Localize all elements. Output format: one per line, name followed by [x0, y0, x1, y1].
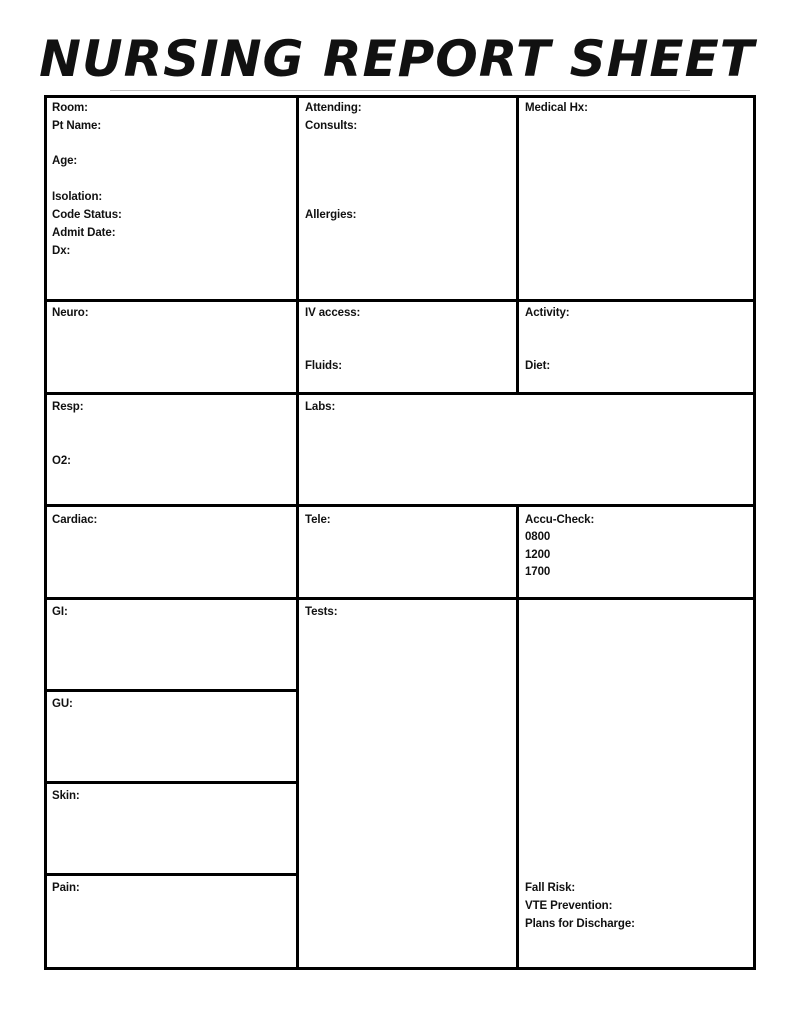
vte-prevention-label: VTE Prevention:: [525, 900, 613, 912]
page-title: NURSING REPORT SHEET: [39, 30, 755, 88]
pain-box[interactable]: [44, 873, 299, 970]
cardiac-label: Cardiac:: [52, 514, 98, 526]
labs-label: Labs:: [305, 401, 336, 413]
pt-name-label: Pt Name:: [52, 120, 102, 132]
diet-label: Diet:: [525, 360, 551, 372]
code-status-label: Code Status:: [52, 209, 122, 221]
medical-hx-label: Medical Hx:: [525, 102, 588, 114]
activity-box[interactable]: [516, 299, 756, 395]
pain-label: Pain:: [52, 882, 80, 894]
accu-check-label: Accu-Check:: [525, 514, 595, 526]
fluids-label: Fluids:: [305, 360, 342, 372]
gu-box[interactable]: [44, 689, 299, 784]
discharge-plans-label: Plans for Discharge:: [525, 918, 635, 930]
isolation-label: Isolation:: [52, 191, 103, 203]
o2-label: O2:: [52, 455, 71, 467]
admit-date-label: Admit Date:: [52, 227, 116, 239]
title-underline: [110, 90, 690, 91]
allergies-label: Allergies:: [305, 209, 357, 221]
labs-box[interactable]: [296, 392, 756, 507]
skin-box[interactable]: [44, 781, 299, 876]
accu-check-box[interactable]: [516, 504, 756, 600]
patient-info-box[interactable]: [44, 95, 299, 302]
skin-label: Skin:: [52, 790, 80, 802]
safety-box[interactable]: [516, 597, 756, 970]
dx-label: Dx:: [52, 245, 71, 257]
gi-box[interactable]: [44, 597, 299, 692]
accu-check-time: 1200: [525, 549, 551, 561]
tests-box[interactable]: [296, 597, 519, 970]
resp-label: Resp:: [52, 401, 84, 413]
fall-risk-label: Fall Risk:: [525, 882, 576, 894]
room-label: Room:: [52, 102, 88, 114]
medical-hx-box[interactable]: [516, 95, 756, 302]
age-label: Age:: [52, 155, 78, 167]
iv-access-label: IV access:: [305, 307, 361, 319]
attending-label: Attending:: [305, 102, 362, 114]
gi-label: GI:: [52, 606, 68, 618]
tele-box[interactable]: [296, 504, 519, 600]
gu-label: GU:: [52, 698, 73, 710]
resp-box[interactable]: [44, 392, 299, 507]
neuro-box[interactable]: [44, 299, 299, 395]
accu-check-time: 0800: [525, 531, 551, 543]
neuro-label: Neuro:: [52, 307, 89, 319]
tests-label: Tests:: [305, 606, 338, 618]
tele-label: Tele:: [305, 514, 331, 526]
cardiac-box[interactable]: [44, 504, 299, 600]
iv-box[interactable]: [296, 299, 519, 395]
activity-label: Activity:: [525, 307, 570, 319]
consults-label: Consults:: [305, 120, 358, 132]
provider-box[interactable]: [296, 95, 519, 302]
accu-check-time: 1700: [525, 566, 551, 578]
